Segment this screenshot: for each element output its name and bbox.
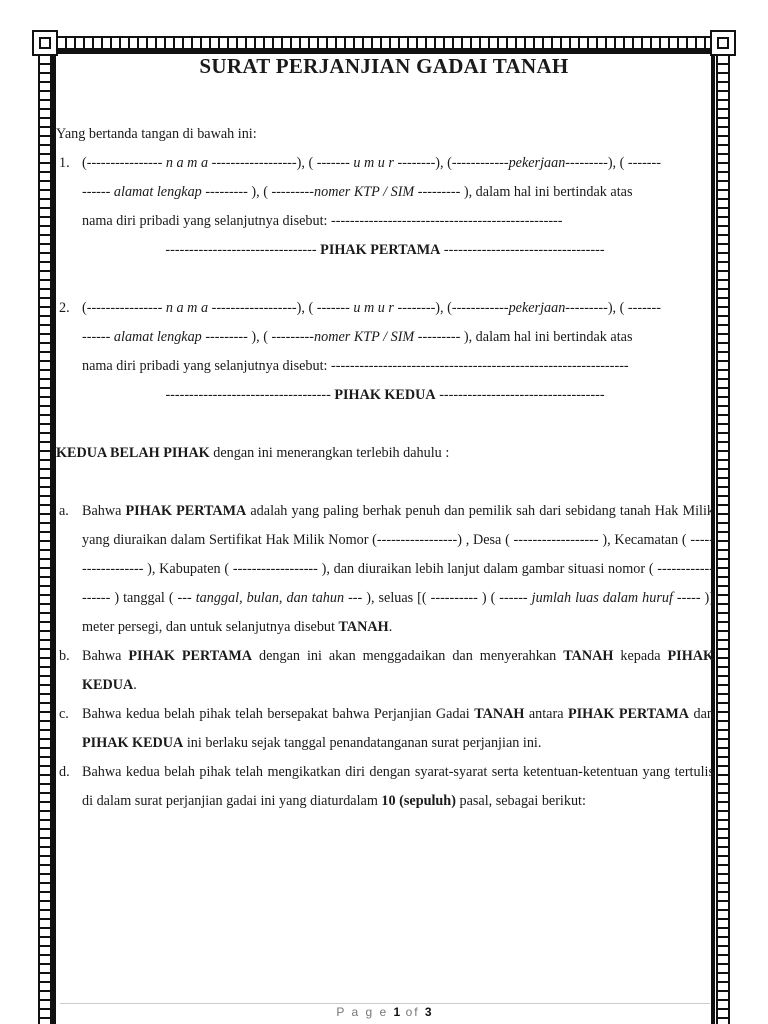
document-title: SURAT PERJANJIAN GADAI TANAH — [199, 54, 569, 78]
clause-letter: c. — [59, 706, 69, 722]
role-label: PIHAK PERTAMA — [320, 242, 441, 258]
page-total: 3 — [424, 1005, 432, 1019]
text: --------), (------------ — [393, 300, 509, 316]
party-line-2 — [82, 323, 714, 352]
age-placeholder: u m u r — [353, 155, 394, 171]
clause-a — [56, 497, 714, 642]
clause-letter: b. — [59, 648, 70, 664]
address-placeholder: alamat lengkap — [113, 184, 202, 200]
text: -------------------------------- — [165, 242, 321, 258]
bold-term: PIHAK KEDUA — [82, 735, 184, 751]
text: dengan ini akan menggadaikan dan menyerahkan — [252, 648, 564, 664]
bold-term: TANAH — [474, 706, 525, 722]
page-footer — [0, 1005, 768, 1019]
clause-letter: a. — [59, 503, 69, 519]
corner-ornament-top-right — [710, 30, 736, 56]
text: ----- )] meter persegi, dan untuk selanjutnya disebut — [82, 590, 714, 635]
party-number: 2. — [59, 300, 70, 316]
text: ------ — [82, 329, 114, 345]
text: --- ), seluas [( ---------- ) ( ------ — [344, 590, 532, 606]
party-1-role — [56, 236, 714, 265]
id-placeholder: nomer KTP / SIM — [314, 329, 415, 345]
statement — [56, 439, 714, 468]
text: --------- ), ( --------- — [201, 329, 315, 345]
bold-term: TANAH — [563, 648, 614, 664]
job-placeholder: pekerjaan — [508, 300, 566, 316]
job-placeholder: pekerjaan — [508, 155, 566, 171]
clause-b — [56, 642, 714, 700]
text: pasal, sebagai berikut: — [455, 793, 586, 809]
text: ----------------------------------- — [165, 387, 335, 403]
party-line-1 — [82, 294, 714, 323]
text: . — [133, 677, 137, 693]
footer-divider — [60, 1003, 710, 1004]
text: ------ — [82, 184, 114, 200]
bold-term: TANAH — [338, 619, 389, 635]
spacer — [56, 468, 714, 497]
text: ---------------------------------- — [440, 242, 605, 258]
party-number: 1. — [59, 155, 70, 171]
text: (---------------- — [82, 155, 166, 171]
spacer — [56, 410, 714, 439]
party-2-role — [56, 381, 714, 410]
age-placeholder: u m u r — [353, 300, 394, 316]
text: ------------------), ( ------- — [208, 300, 354, 316]
name-placeholder: n a m a — [165, 155, 209, 171]
text: ---------), ( ------- — [565, 300, 661, 316]
statement-text: dengan ini menerangkan terlebih dahulu : — [209, 445, 450, 461]
text: ---------), ( ------- — [565, 155, 661, 171]
party-line-2 — [82, 178, 714, 207]
text: --------- ), dalam hal ini bertindak atas — [414, 184, 633, 200]
page-of: of — [405, 1005, 420, 1019]
clause-letter: d. — [59, 764, 70, 780]
border-top — [38, 36, 734, 50]
page-number: 1 — [393, 1005, 401, 1019]
party-1 — [56, 149, 714, 236]
bold-term: PIHAK KEDUA — [82, 648, 715, 693]
border-right — [716, 36, 730, 1024]
role-label: PIHAK KEDUA — [334, 387, 436, 403]
address-placeholder: alamat lengkap — [113, 329, 202, 345]
corner-ornament-top-left — [32, 30, 58, 56]
text: adalah yang paling berhak penuh dan pemilik sah dari sebidang tanah Hak Milik yang diuraikan dalam Sertifikat Hak Milik Nomor (-----------------) , Desa ( ------------------ ), Kecamatan ( ------------------ ), Kabupaten ( ------------------ ), dan diuraikan lebih lanjut dalam gambar situasi nomor ( ------------------ ) tanggal ( --- — [82, 503, 714, 606]
id-placeholder: nomer KTP / SIM — [314, 184, 415, 200]
clause-d — [56, 758, 714, 816]
bold-term: PIHAK PERTAMA — [128, 648, 253, 664]
text: ------------------), ( ------- — [208, 155, 354, 171]
area-placeholder: jumlah luas dalam huruf — [531, 590, 673, 606]
party-line-3: nama diri pribadi yang selanjutnya disebut: ------------------------------------------------- — [82, 213, 563, 229]
date-placeholder: tanggal, bulan, dan tahun — [195, 590, 345, 606]
spacer — [56, 265, 714, 294]
text: --------- ), dalam hal ini bertindak atas — [414, 329, 633, 345]
text: Bahwa — [82, 503, 126, 519]
text: ----------------------------------- — [435, 387, 605, 403]
text: (---------------- — [82, 300, 166, 316]
text: dan — [689, 706, 714, 722]
text: antara — [524, 706, 568, 722]
text: Bahwa — [82, 648, 129, 664]
text: . — [388, 619, 393, 635]
intro-text: Yang bertanda tangan di bawah ini: — [56, 126, 257, 142]
bold-term: PIHAK PERTAMA — [567, 706, 690, 722]
party-line-3: nama diri pribadi yang selanjutnya disebut: --------------------------------------------------------------- — [82, 358, 629, 374]
clause-c — [56, 700, 714, 758]
document-body — [56, 120, 714, 816]
text: ini berlaku sejak tanggal penandatanganan surat perjanjian ini. — [183, 735, 542, 751]
bold-term: 10 (sepuluh) — [381, 793, 456, 809]
text: Bahwa kedua belah pihak telah mengikatkan diri dengan syarat-syarat serta ketentuan-ketentuan yang tertulis di dalam surat perjanjian gadai ini yang diaturdalam — [82, 764, 714, 809]
party-2 — [56, 294, 714, 381]
border-left — [38, 36, 52, 1024]
text: --------), (------------ — [393, 155, 509, 171]
text: --------- ), ( --------- — [201, 184, 315, 200]
text: Bahwa kedua belah pihak telah bersepakat bahwa Perjanjian Gadai — [82, 706, 475, 722]
text: kepada — [613, 648, 668, 664]
bold-term: PIHAK PERTAMA — [125, 503, 247, 519]
page-label: P a g e — [336, 1005, 389, 1019]
statement-bold: KEDUA BELAH PIHAK — [56, 445, 210, 461]
name-placeholder: n a m a — [165, 300, 209, 316]
party-line-1 — [82, 149, 714, 178]
